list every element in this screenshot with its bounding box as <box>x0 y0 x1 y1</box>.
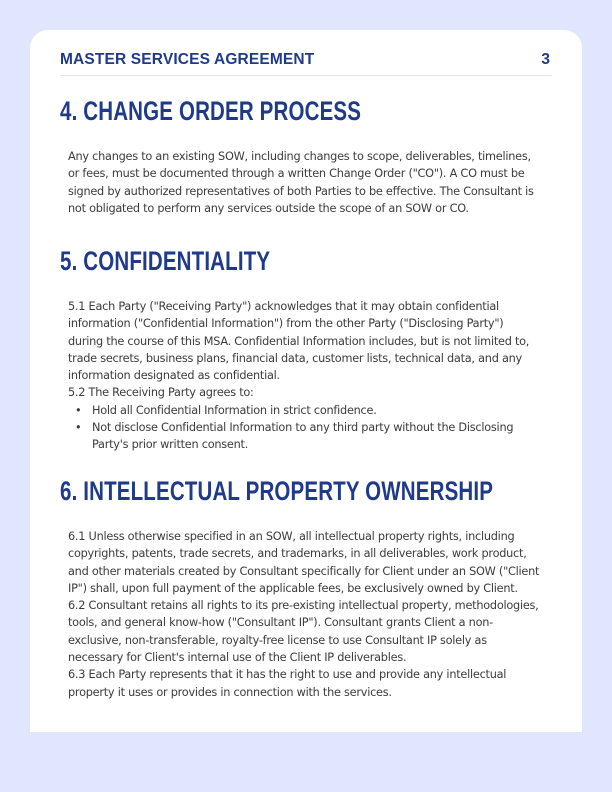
page-header <box>60 48 552 76</box>
paragraph-6-3: 6.3 Each Party represents that it has the right to use and provide any intellectual property it uses or provides in connection with the services. <box>68 668 507 699</box>
bullet-icon: • <box>75 421 82 435</box>
paragraph-6-1: 6.1 Unless otherwise specified in an SOW, all intellectual property rights, including copyrights, patents, trade secrets, and trademarks, in all deliverables, work product, and other materials created by Consultant specifically for Client under an SOW ("Client IP") shall, upon full payment of the applicable fees, be exclusively owned by Client. <box>68 530 540 595</box>
paragraph-5-2: 5.2 The Receiving Party agrees to: <box>68 386 254 400</box>
list-item-text: Not disclose Confidential Information to any third party without the Disclosing Party's prior written consent. <box>92 421 514 452</box>
paragraph-5-1: 5.1 Each Party ("Receiving Party") acknowledges that it may obtain confidential information ("Confidential Information") from the other Party ("Disclosing Party") during the course of this MSA. Confidential Information includes, but is not limited to, trade secrets, business plans, financial data, customer lists, technical data, and any information designated as confidential. <box>68 300 530 383</box>
list-item <box>75 402 540 419</box>
document-title: MASTER SERVICES AGREEMENT <box>60 51 315 68</box>
list-item <box>75 419 540 454</box>
paragraph-6-2: 6.2 Consultant retains all rights to its pre-existing intellectual property, methodologies, tools, and general know-how ("Consultant IP"). Consultant grants Client a non-exclusive, non-transferable, royalty-free license to use Consultant IP solely as necessary for Client's internal use of the Client IP deliverables. <box>68 599 539 665</box>
section-body-ip-ownership <box>68 528 540 714</box>
section-heading-ip-ownership: 6. INTELLECTUAL PROPERTY OWNERSHIP <box>60 476 494 506</box>
document-page <box>30 30 582 732</box>
bullet-icon: • <box>75 403 82 417</box>
section-body-change-order <box>68 148 540 217</box>
section-heading-confidentiality: 5. CONFIDENTIALITY <box>60 246 271 276</box>
section-heading-change-order: 4. CHANGE ORDER PROCESS <box>60 96 362 126</box>
obligations-list <box>68 402 540 454</box>
section-body-confidentiality <box>68 298 540 454</box>
paragraph: Any changes to an existing SOW, including changes to scope, deliverables, timelines, or fees, must be documented through a written Change Order ("CO"). A CO must be signed by authorized representatives of both Parties to be effective. The Consultant is not obligated to perform any services outside the scope of an SOW or CO. <box>68 150 534 215</box>
page-number: 3 <box>541 51 550 68</box>
list-item-text: Hold all Confidential Information in strict confidence. <box>92 403 377 417</box>
